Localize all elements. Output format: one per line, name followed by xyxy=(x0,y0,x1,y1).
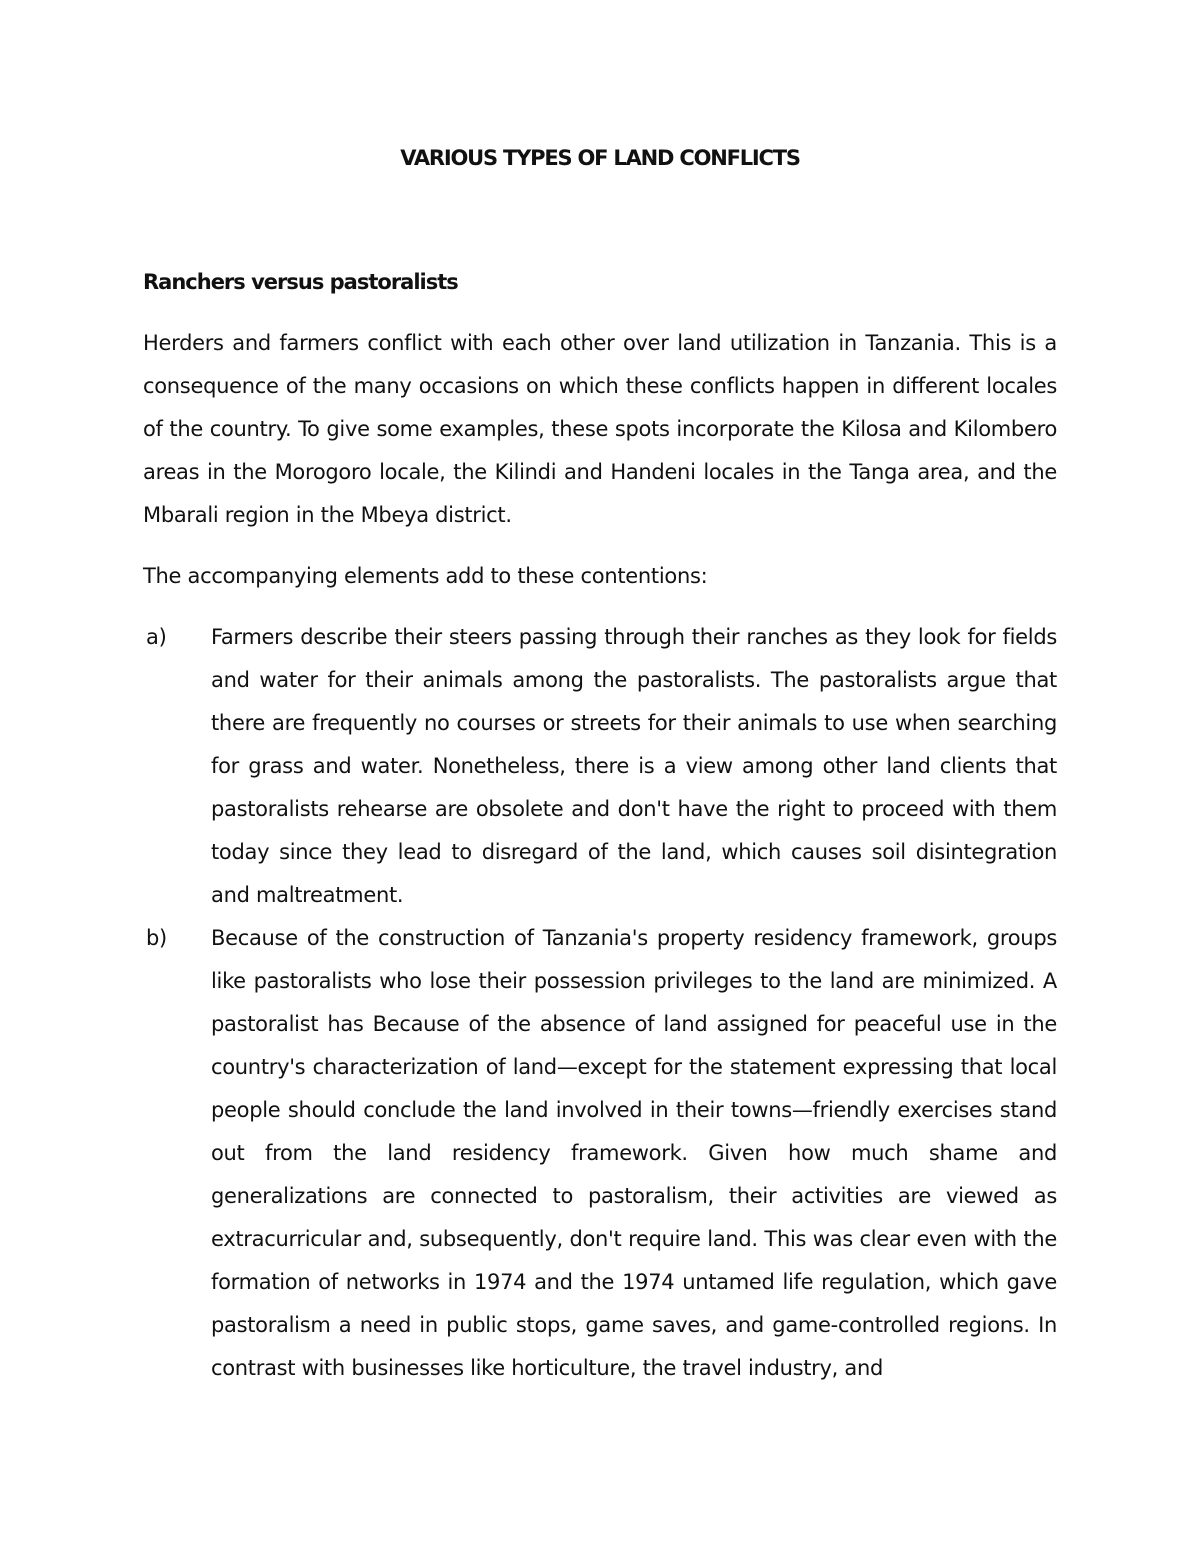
document-title: VARIOUS TYPES OF LAND CONFLICTS xyxy=(400,146,800,170)
list-item-text: Because of the construction of Tanzania's property residency framework, groups like pastoralists who lose their possession privileges to the land are minimized. A pastoralist has Because of the absence of land assigned for peaceful use in the country's characterization of land—except for the statement expressing that local people should conclude the land involved in their towns—friendly exercises stand out from the land residency framework. Given how much shame and generalizations are connected to pastoralism, their activities are viewed as extracurricular and, subsequently, don't require land. This was clear even with the formation of networks in 1974 and the 1974 untamed life regulation, which gave pastoralism a need in public stops, game saves, and game-controlled regions. In contrast with businesses like horticulture, the travel industry, and xyxy=(211,926,1057,1380)
list-item xyxy=(143,917,1057,1390)
intro-paragraph: Herders and farmers conflict with each other over land utilization in Tanzania. This is a consequence of the many occasions on which these conflicts happen in different locales of the country. To give some examples, these spots incorporate the Kilosa and Kilombero areas in the Morogoro locale, the Kilindi and Handeni locales in the Tanga area, and the Mbarali region in the Mbeya district. xyxy=(143,331,1057,527)
list-item xyxy=(143,616,1057,917)
list-marker: a) xyxy=(146,625,167,649)
section-heading: Ranchers versus pastoralists xyxy=(143,270,458,294)
lead-in-paragraph: The accompanying elements add to these contentions: xyxy=(143,564,708,588)
list-marker: b) xyxy=(146,926,167,950)
factors-list xyxy=(143,616,1057,1390)
list-item-text: Farmers describe their steers passing through their ranches as they look for fields and water for their animals among the pastoralists. The pastoralists argue that there are frequently no courses or streets for their animals to use when searching for grass and water. Nonetheless, there is a view among other land clients that pastoralists rehearse are obsolete and don't have the right to proceed with them today since they lead to disregard of the land, which causes soil disintegration and maltreatment. xyxy=(211,625,1057,907)
